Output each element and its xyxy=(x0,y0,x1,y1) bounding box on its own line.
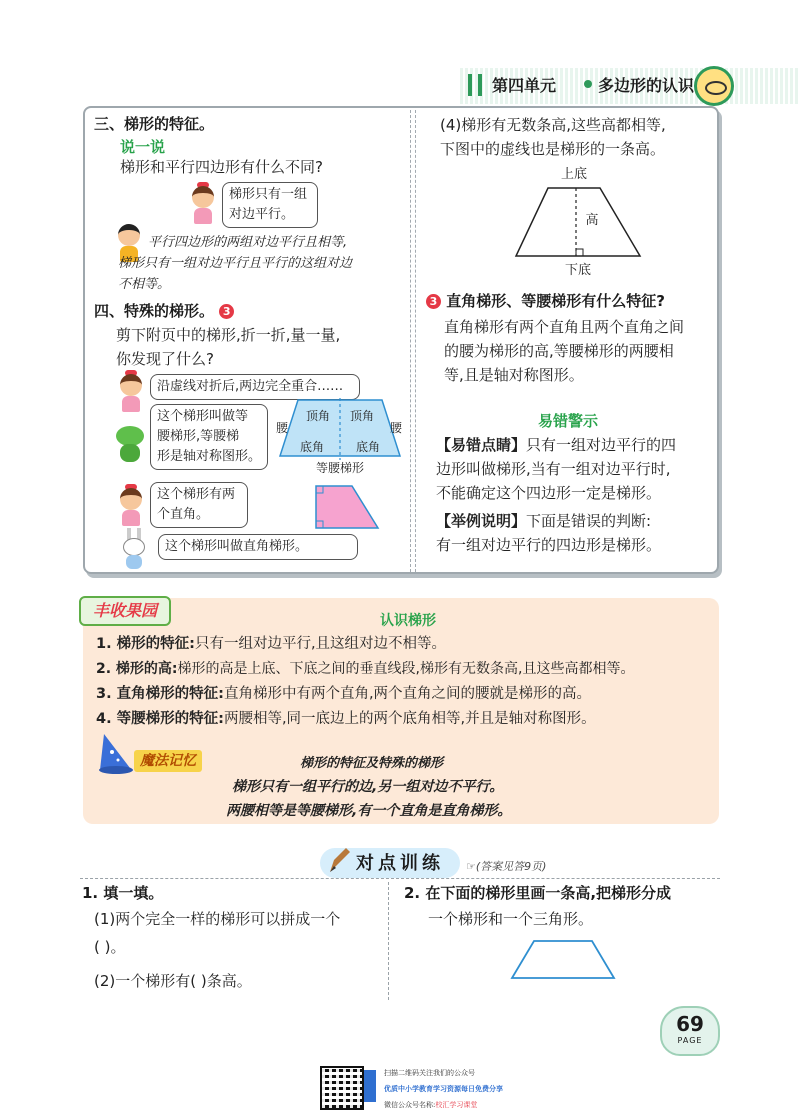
section4-text-1: 剪下附页中的梯形,折一折,量一量, xyxy=(116,326,341,344)
summary-item-1 xyxy=(96,632,446,656)
difficulty-badge: 3 xyxy=(219,304,234,319)
bubble4-line1: 这个梯形有两 xyxy=(157,487,236,502)
practice-trapezoid-shape xyxy=(512,941,614,978)
top-angle-left: 顶角 xyxy=(305,409,331,423)
summary-item-2-label: 2. 梯形的高: xyxy=(96,661,178,677)
page-word: PAGE xyxy=(677,1036,703,1045)
bottom-base-label: 下底 xyxy=(564,263,592,278)
say-title: 说一说 xyxy=(120,138,166,156)
question-title xyxy=(426,290,665,311)
warning-text1-line3: 不能确定这个四边形一定是梯形。 xyxy=(436,484,662,502)
pencil-icon xyxy=(326,846,350,876)
base-angle-right: 底角 xyxy=(355,440,381,454)
section4-title-text: 四、特殊的梯形。 xyxy=(94,302,215,320)
answer-line1: 直角梯形有两个直角且两个直角之间 xyxy=(444,318,685,336)
speech-bubble-3 xyxy=(150,404,268,470)
wizard-hat-icon xyxy=(98,730,134,776)
qr-separator xyxy=(364,1070,376,1102)
item4-line2: 下图中的虚线也是梯形的一条高。 xyxy=(440,140,666,158)
leg-right-label: 腰 xyxy=(389,421,403,435)
bubble3-line3: 形是轴对称图形。 xyxy=(157,449,262,464)
unit-label: 第四单元 xyxy=(492,76,557,95)
bubble1-line1: 梯形只有一组 xyxy=(229,187,308,202)
panel-divider xyxy=(410,110,416,572)
summary-item-1-label: 1. 梯形的特征: xyxy=(96,636,195,652)
question-2-line1: 2. 在下面的梯形里画一条高,把梯形分成 xyxy=(404,884,672,902)
magic-line-2: 两腰相等是等腰梯形,有一个直角是直角梯形。 xyxy=(226,803,512,819)
question-1-1-blank[interactable]: ( )。 xyxy=(94,938,126,956)
magic-memory-tag: 魔法记忆 xyxy=(134,750,202,772)
summary-item-4-text: 两腰相等,同一底边上的两个底角相等,并且是轴对称图形。 xyxy=(223,711,596,727)
practice-column-divider xyxy=(388,882,389,1000)
note-line-2: 梯形只有一组对边平行且平行的这组对边 xyxy=(118,256,353,271)
note-line-3: 不相等。 xyxy=(118,277,171,292)
answer-reference-note: ☞(答案见答9页) xyxy=(466,860,547,873)
height-right-angle-mark xyxy=(576,249,583,256)
section3-title: 三、梯形的特征。 xyxy=(94,115,215,133)
leg-left-label: 腰 xyxy=(275,421,289,435)
footer-account-label: 微信公众号名称: xyxy=(384,1101,436,1109)
summary-tag: 丰收果园 xyxy=(79,596,171,626)
question-1-2[interactable]: (2)一个梯形有( )条高。 xyxy=(94,972,252,990)
summary-item-4-label: 4. 等腰梯形的特征: xyxy=(96,711,224,727)
warning-para-1 xyxy=(436,432,676,458)
bunny-avatar xyxy=(118,528,150,572)
footer-line-2: 优质中小学教育学习资源每日免费分享 xyxy=(384,1085,503,1093)
magic-memory-title: 梯形的特征及特殊的梯形 xyxy=(300,756,444,771)
top-angle-right: 顶角 xyxy=(349,409,375,423)
question-title-text: 直角梯形、等腰梯形有什么特征? xyxy=(446,292,665,310)
magnifier-mascot-icon xyxy=(694,66,734,106)
summary-item-2-text: 梯形的高是上底、下底之间的垂直线段,梯形有无数条高,且这些高都相等。 xyxy=(177,661,635,677)
isosceles-trapezoid-figure xyxy=(272,396,408,476)
girl-avatar xyxy=(188,182,218,224)
practice-divider xyxy=(80,878,720,879)
item4-line1: (4)梯形有无数条高,这些高都相等, xyxy=(440,116,666,134)
practice-title: 对点训练 xyxy=(356,853,444,874)
summary-item-1-text: 只有一组对边平行,且这组对边不相等。 xyxy=(194,636,447,652)
warning-title: 易错警示 xyxy=(538,412,599,430)
bubble1-line2: 对边平行。 xyxy=(229,207,295,222)
footer-account-name: 校汇学习课堂 xyxy=(435,1101,478,1109)
question-1-title: 1. 填一填。 xyxy=(82,884,164,902)
bubble3-line2: 腰梯形,等腰梯 xyxy=(157,429,240,444)
summary-item-2 xyxy=(96,657,634,681)
isosceles-caption: 等腰梯形 xyxy=(315,461,365,475)
top-base-label: 上底 xyxy=(560,167,588,182)
chapter-title: 多边形的认识 xyxy=(598,76,695,95)
speech-bubble-2: 沿虚线对折后,两边完全重合…… xyxy=(150,374,360,400)
warning-text1-line2: 边形叫做梯形,当有一组对边平行时, xyxy=(436,460,671,478)
summary-subtitle: 认识梯形 xyxy=(380,613,436,629)
section4-text-2: 你发现了什么? xyxy=(116,350,214,368)
bubble3-line1: 这个梯形叫做等 xyxy=(157,409,249,424)
summary-item-3-label: 3. 直角梯形的特征: xyxy=(96,686,224,702)
header-dot-icon xyxy=(584,80,592,88)
frog-avatar xyxy=(114,420,146,464)
footer-line-1: 扫描二维码关注我们的公众号 xyxy=(384,1069,475,1077)
base-angle-left: 底角 xyxy=(299,440,325,454)
summary-item-3-text: 直角梯形中有两个直角,两个直角之间的腰就是梯形的高。 xyxy=(223,686,592,702)
header-bars-decoration xyxy=(468,74,482,96)
warning-text1-line1: 只有一组对边平行的四 xyxy=(526,436,677,454)
question-badge: 3 xyxy=(426,294,441,309)
qr-code-icon[interactable] xyxy=(320,1066,364,1110)
say-question: 梯形和平行四边形有什么不同? xyxy=(120,158,323,176)
speech-bubble-1 xyxy=(222,182,318,228)
girl-avatar-2 xyxy=(116,370,146,412)
answer-line3: 等,且是轴对称图形。 xyxy=(444,366,584,384)
bubble4-line2: 个直角。 xyxy=(157,507,210,522)
warning-label-2: 【举例说明】 xyxy=(436,512,527,530)
footer-line-3 xyxy=(384,1100,477,1110)
summary-item-3 xyxy=(96,682,591,706)
speech-bubble-4 xyxy=(150,482,248,528)
warning-para-2 xyxy=(436,508,651,534)
practice-trapezoid[interactable] xyxy=(508,938,618,982)
warning-text2-line2: 有一组对边平行的四边形是梯形。 xyxy=(436,536,662,554)
height-label: 高 xyxy=(585,213,599,228)
trapezoid-outline xyxy=(516,188,640,256)
question-1-1: (1)两个完全一样的梯形可以拼成一个 xyxy=(94,910,341,928)
trapezoid-height-diagram xyxy=(510,164,660,280)
girl-avatar-3 xyxy=(116,484,146,526)
right-trapezoid-figure xyxy=(312,482,382,532)
question-2-line2: 一个梯形和一个三角形。 xyxy=(428,910,594,928)
warning-text2-line1: 下面是错误的判断: xyxy=(526,512,652,530)
warning-label-1: 【易错点睛】 xyxy=(436,436,527,454)
summary-item-4 xyxy=(96,707,596,731)
page-number: 69 xyxy=(676,1012,704,1036)
section4-title xyxy=(94,300,234,321)
speech-bubble-5: 这个梯形叫做直角梯形。 xyxy=(158,534,358,560)
right-trapezoid-shape xyxy=(316,486,378,528)
note-line-1: 平行四边形的两组对边平行且相等, xyxy=(148,235,348,250)
magic-line-1: 梯形只有一组平行的边,另一组对边不平行。 xyxy=(232,779,504,795)
answer-line2: 的腰为梯形的高,等腰梯形的两腰相 xyxy=(444,342,674,360)
